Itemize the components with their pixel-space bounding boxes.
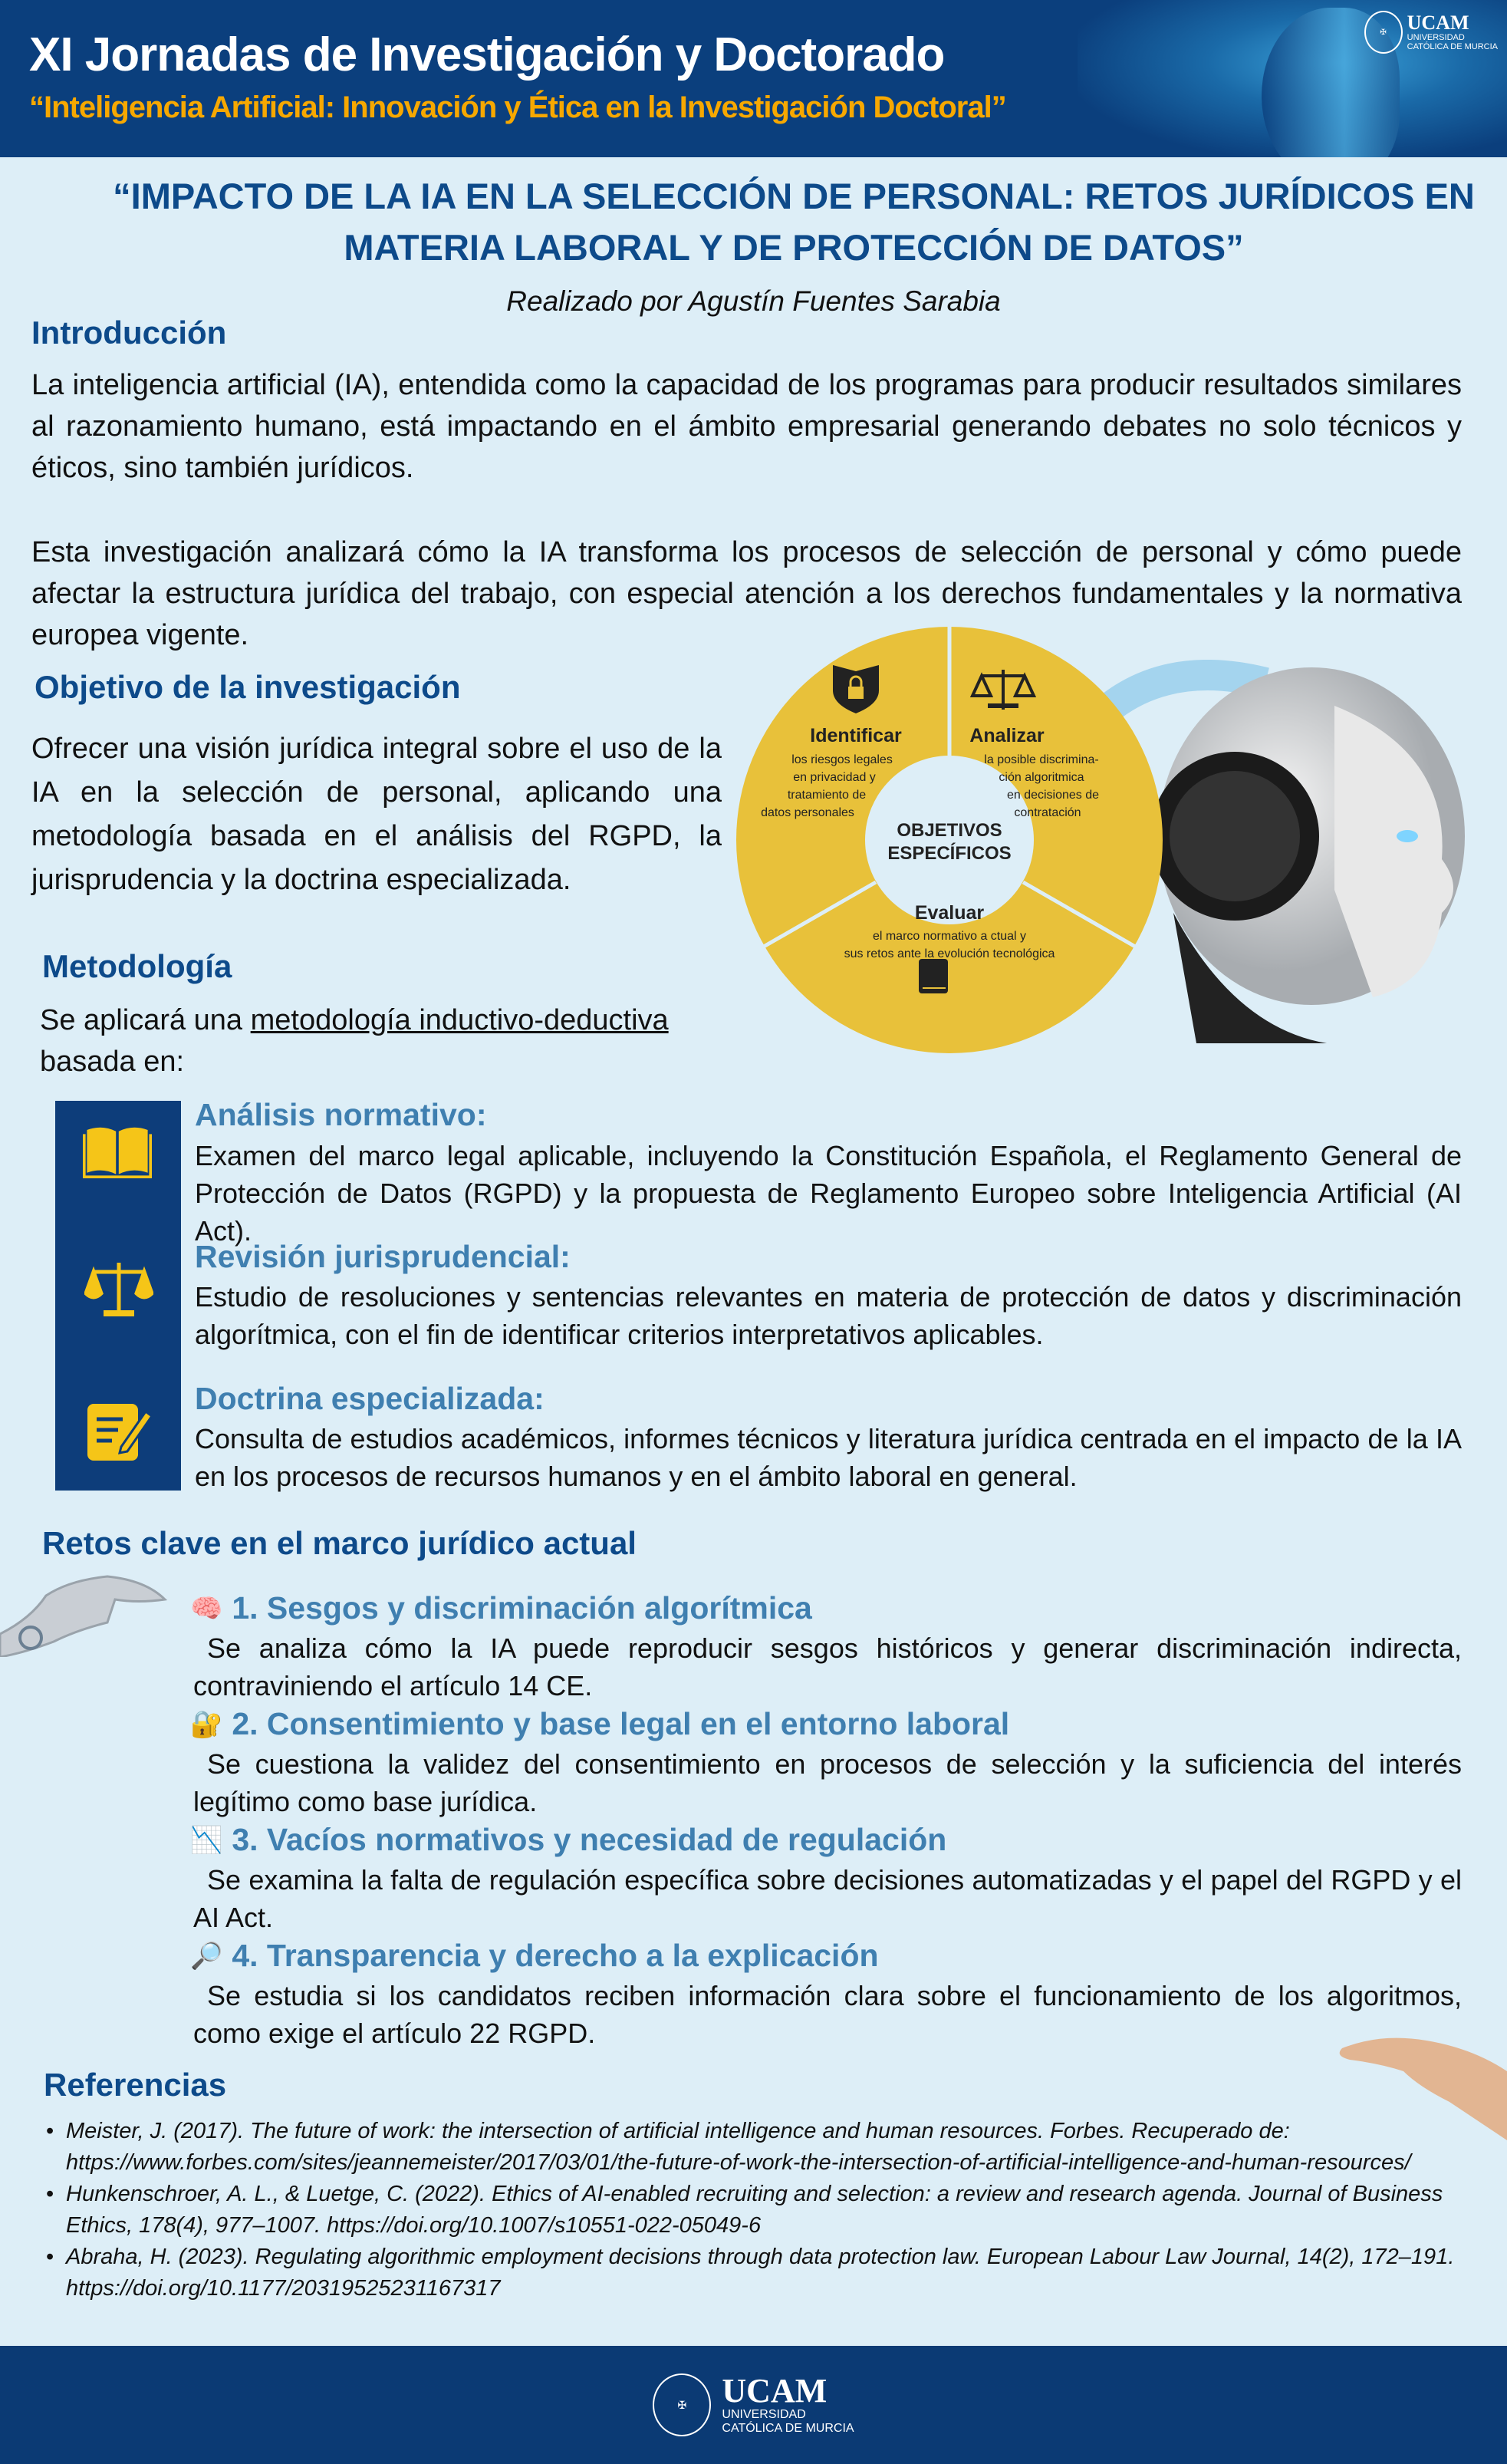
challenge-title-text: 4. Transparencia y derecho a la explicación [232,1938,879,1973]
challenge-title-text: 3. Vacíos normativos y necesidad de regulación [232,1822,947,1857]
methodology-link[interactable]: metodología inductivo-deductiva [250,1004,669,1036]
event-title: XI Jornadas de Investigación y Doctorado [29,28,945,81]
objective-heading: Objetivo de la investigación [35,669,461,705]
method-item-text: Estudio de resoluciones y sentencias relevantes en materia de protección de datos y discriminación algorítmica, con el fin de identificar criterios interpretativos aplicables. [195,1281,1462,1350]
method-item-title: Doctrina especializada: [195,1381,545,1416]
intro-paragraph-1: La inteligencia artificial (IA), entendida como la capacidad de los programas para producir resultados similares al razonamiento humano, está impactando en el ámbito empresarial generando debates no solo técnicos y éticos, sino también jurídicos. [31,369,1462,484]
challenge-title [190,1590,812,1626]
book-icon [919,959,948,993]
segment-line: contratación [1014,806,1081,819]
logo-line2: CATÓLICA DE MURCIA [1407,42,1498,51]
reference-item: • Meister, J. (2017). The future of work: the intersection of artificial intelligence and human resources. Forbes. Recuperado de: https://www.forbes.com/sites/jeannemeister/2017/03/01/the-future-of-work-the-intersection-of-artificial-intelligence-and-human-resources/ [46,2116,1472,2179]
objectives-diagram [735,625,1164,1055]
poster-title: “IMPACTO DE LA IA EN LA SELECCIÓN DE PERSONAL: RETOS JURÍDICOS EN MATERIA LABORAL Y DE PROTECCIÓN DE DATOS” [113,176,1475,268]
method-item-text: Consulta de estudios académicos, informes técnicos y literatura jurídica centrada en el impacto de la IA en los procesos de recursos humanos y en el ámbito laboral en general. [195,1423,1462,1492]
chart-down-icon: 📉 [190,1825,223,1855]
methodology-intro [40,1000,730,1082]
segment-line: sus retos ante la evolución tecnológica [844,947,1055,960]
magnifier-icon: 🔎 [190,1941,223,1971]
challenge-text: Se estudia si los candidatos reciben información clara sobre el funcionamiento de los algoritmos, como exige el artículo 22 RGPD. [193,1980,1462,2049]
intro-paragraph-2: Esta investigación analizará cómo la IA transforma los procesos de selección de personal y cómo puede afectar la estructura jurídica del trabajo, con especial atención a los derechos fundamentales y la normativa europea vigente. [31,536,1462,651]
segment-line: el marco normativo a ctual y [872,930,1027,943]
center-label-1: OBJETIVOS [897,820,1002,841]
footer-logo [722,2374,854,2436]
segment-line: tratamiento de [787,789,867,802]
logo-name: UCAM [1407,12,1469,34]
document-pen-icon [84,1396,153,1465]
references-heading: Referencias [44,2067,227,2103]
objective-text: Ofrecer una visión jurídica integral sobre el uso de la IA en la selección de personal, aplicando una metodología basada en el análisis del RGPD, la jurisprudencia y la doctrina especializada. [31,733,722,896]
header-banner [0,0,1507,157]
footer [0,2346,1507,2464]
segment-identificar-title: Identificar [810,725,902,746]
challenge-title-text: 2. Consentimiento y base legal en el entorno laboral [232,1706,1010,1741]
segment-line: ción algoritmica [999,771,1084,784]
challenges-heading: Retos clave en el marco jurídico actual [42,1525,637,1561]
logo-line1: UNIVERSIDAD [1407,33,1465,42]
scales-icon [84,1254,153,1323]
challenge-text: Se analiza cómo la IA puede reproducir sesgos históricos y generar discriminación indirecta, contraviniendo el artículo 14 CE. [193,1632,1462,1701]
robot-hand-image [0,1565,169,1657]
segment-line: en decisiones de [1006,789,1100,802]
challenge-text: Se examina la falta de regulación específica sobre decisiones automatizadas y el papel del RGPD y el AI Act. [193,1864,1462,1933]
challenge-title [190,1706,1009,1742]
challenge-title [190,1822,946,1858]
method-item-title: Análisis normativo: [195,1097,487,1132]
segment-line: en privacidad y [793,771,876,784]
segment-line: la posible discrimina- [984,753,1099,766]
segment-evaluar-title: Evaluar [914,902,985,924]
challenge-title-text: 1. Sesgos y discriminación algorítmica [232,1590,812,1626]
lock-key-icon: 🔐 [190,1709,223,1739]
segment-line: los riesgos legales [791,753,893,766]
ucam-logo [1364,11,1498,54]
methodology-intro-suffix: basada en: [40,1046,185,1078]
brain-icon: 🧠 [190,1593,223,1623]
author: Realizado por Agustín Fuentes Sarabia [506,285,1001,317]
logo-line1: UNIVERSIDAD [722,2408,806,2421]
seal-icon: ✠ [653,2373,711,2436]
methodology-heading: Metodología [42,948,232,984]
intro-heading: Introducción [31,315,227,351]
challenge-title [190,1938,879,1974]
methodology-intro-prefix: Se aplicará una [40,1004,251,1036]
methodology-icon-bar [55,1101,181,1491]
method-item-text: Examen del marco legal aplicable, incluyendo la Constitución Española, el Reglamento General de Protección de Datos (RGPD) y la propuesta de Reglamento Europeo sobre Inteligencia Artificial (AI Act). [195,1140,1462,1247]
logo-line2: CATÓLICA DE MURCIA [722,2422,854,2435]
segment-analizar-title: Analizar [969,725,1045,746]
method-item-title: Revisión jurisprudencial: [195,1239,571,1274]
center-label-2: ESPECÍFICOS [887,843,1012,864]
challenge-text: Se cuestiona la validez del consentimiento en procesos de selección y la suficiencia del interés legítimo como base jurídica. [193,1748,1462,1817]
reference-item: • Abraha, H. (2023). Regulating algorithmic employment decisions through data protection law. European Labour Law Journal, 14(2), 172–191. https://doi.org/10.1177/20319525231167317 [46,2242,1472,2304]
event-subtitle: “Inteligencia Artificial: Innovación y Ética en la Investigación Doctoral” [29,91,1006,124]
segment-line: datos personales [761,806,854,819]
open-book-icon [83,1116,152,1185]
logo-name: UCAM [722,2372,828,2410]
seal-icon: ✠ [1364,11,1403,54]
reference-item: • Hunkenschroer, A. L., & Luetge, C. (2022). Ethics of AI-enabled recruiting and selection: a review and research agenda. Journal of Business Ethics, 178(4), 977–1007. https://doi.org/10.1007/s10551-022-05049-6 [46,2179,1472,2242]
